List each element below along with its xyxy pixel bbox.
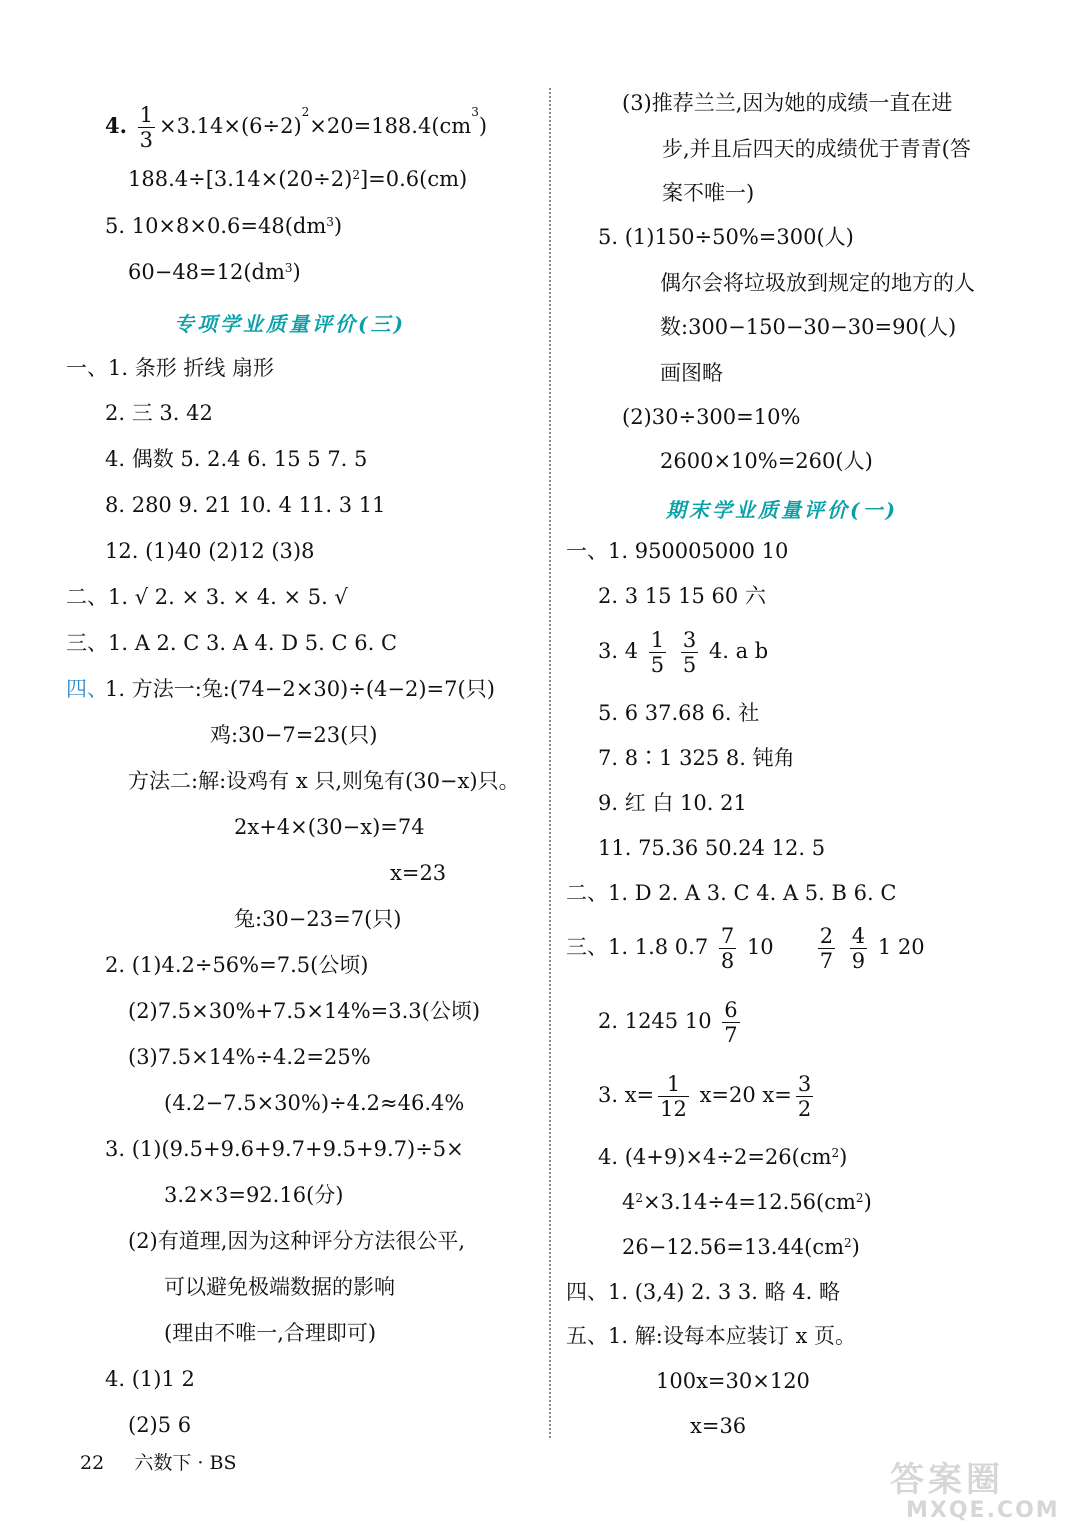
answer-line: 2600×10%=260(人) — [660, 449, 873, 473]
answer-line: 11. 75.36 50.24 12. 5 — [598, 836, 826, 860]
answer-line: 数:300−150−30−30=90(人) — [660, 315, 957, 339]
answer-line: 9. 红 白 10. 21 — [598, 791, 747, 815]
answer-line: 2x+4×(30−x)=74 — [234, 815, 425, 839]
answer-line: 步,并且后四天的成绩优于青青(答 — [662, 137, 971, 161]
answer-line: 3.2×3=92.16(分) — [164, 1183, 344, 1207]
answer-line: 8. 280 9. 21 10. 4 11. 3 11 — [105, 493, 386, 517]
answer-line: 三、1. 1.8 0.7 $\frac{7}{8}$ 10 $\frac{2}{7}$ $\frac{4}{9}$ 1 20 — [566, 924, 925, 973]
answer-line: 100x=30×120 — [656, 1369, 810, 1393]
section-title: 专项学业质量评价(三) — [174, 312, 406, 336]
answer-line: 1. 方法一:兔:(74−2×30)÷(4−2)=7(只) — [105, 677, 495, 701]
answer-line: 7. 8∶1 325 8. 钝角 — [598, 746, 795, 770]
answer-line: 12. (1)40 (2)12 (3)8 — [105, 539, 315, 563]
answer-line: (2)有道理,因为这种评分方法很公平, — [128, 1229, 466, 1253]
page-number: 22 — [80, 1452, 105, 1474]
answer-line: 2. (1)4.2÷56%=7.5(公顷) — [105, 953, 369, 977]
answer-line: 二、1. √ 2. × 3. × 4. × 5. √ — [66, 585, 348, 609]
answer-line: 5. (1)150÷50%=300(人) — [598, 225, 854, 249]
answer-line: 2. 3 15 15 60 六 — [598, 584, 766, 608]
section-number: 四、 — [66, 677, 108, 701]
answer-line: 2. 1245 10 $\frac{6}{7}$ — [598, 998, 738, 1047]
answer-line: (理由不唯一,合理即可) — [164, 1321, 377, 1345]
answer-line: 兔:30−23=7(只) — [234, 907, 402, 931]
answer-line: 四、1. (3,4) 2. 3 3. 略 4. 略 — [566, 1280, 841, 1304]
answer-line: (3)7.5×14%÷4.2=25% — [128, 1045, 371, 1069]
answer-line: 5. $10\times 8\times 0.6=48(dm^3)$ — [105, 214, 343, 238]
answer-line: 三、1. A 2. C 3. A 4. D 5. C 6. C — [66, 631, 398, 655]
answer-line: (2)30÷300=10% — [622, 405, 801, 429]
answer-line: (2)7.5×30%+7.5×14%=3.3(公顷) — [128, 999, 481, 1023]
answer-line: 五、1. 解:设每本应装订 x 页。 — [566, 1324, 856, 1348]
watermark-logo: 答案圈 MXQE.COM — [890, 1460, 1060, 1523]
page-footer — [80, 1448, 237, 1475]
answer-line: $60-48=12(dm^3)$ — [128, 260, 301, 284]
answer-line: 画图略 — [660, 361, 723, 385]
answer-line: 案不唯一) — [662, 181, 755, 205]
answer-line: 5. 6 37.68 6. 社 — [598, 701, 760, 725]
book-label: 六数下 · BS — [134, 1452, 237, 1474]
answer-line: 可以避免极端数据的影响 — [164, 1275, 395, 1299]
answer-line: 3. 4 $\frac{1}{5}$ $\frac{3}{5}$ 4. a b — [598, 628, 769, 677]
answer-line: 一、1. 条形 折线 扇形 — [66, 356, 275, 380]
answer-line: $26-12.56=13.44(cm^2)$ — [622, 1235, 860, 1259]
answer-line: $188.4\div[3.14\times(20\div 2)^2]=0.6(cm)$ — [128, 167, 468, 191]
answer-line: 方法二:解:设鸡有 x 只,则兔有(30−x)只。 — [128, 769, 520, 793]
answer-line: 4. 偶数 5. 2.4 6. 15 5 7. 5 — [105, 447, 368, 471]
answer-line: (4.2−7.5×30%)÷4.2≈46.4% — [164, 1091, 465, 1115]
answer-line: (3)推荐兰兰,因为她的成绩一直在进 — [622, 91, 953, 115]
answer-line: 偶尔会将垃圾放到规定的地方的人 — [660, 271, 975, 295]
answer-line: 4. (1)1 2 — [105, 1367, 195, 1391]
answer-line: x=36 — [690, 1414, 747, 1438]
section-title: 期末学业质量评价(一) — [666, 498, 898, 522]
answer-line: 3. (1)(9.5+9.6+9.7+9.5+9.7)÷5× — [105, 1137, 464, 1161]
answer-line: 一、1. 950005000 10 — [566, 539, 789, 563]
answer-line: 3. x= $\frac{1}{12}$ x=20 x= $\frac{3}{2}$ — [598, 1072, 812, 1121]
answer-line: x=23 — [390, 861, 447, 885]
answer-line: 2. 三 3. 42 — [105, 401, 213, 425]
column-divider — [549, 88, 551, 1438]
answer-line: 4. $\frac{1}{3}$ $\times 3.14\times(6\div 2)^2\times 20=188.4(cm^3)$ — [105, 103, 488, 152]
answer-line: (2)5 6 — [128, 1413, 192, 1437]
answer-line: $4^2\times 3.14\div 4=12.56(cm^2)$ — [622, 1190, 872, 1214]
answer-line: 鸡:30−7=23(只) — [210, 723, 378, 747]
answer-line: 二、1. D 2. A 3. C 4. A 5. B 6. C — [566, 881, 897, 905]
answer-line: 4. $(4+9)\times 4\div 2=26(cm^2)$ — [598, 1145, 848, 1169]
